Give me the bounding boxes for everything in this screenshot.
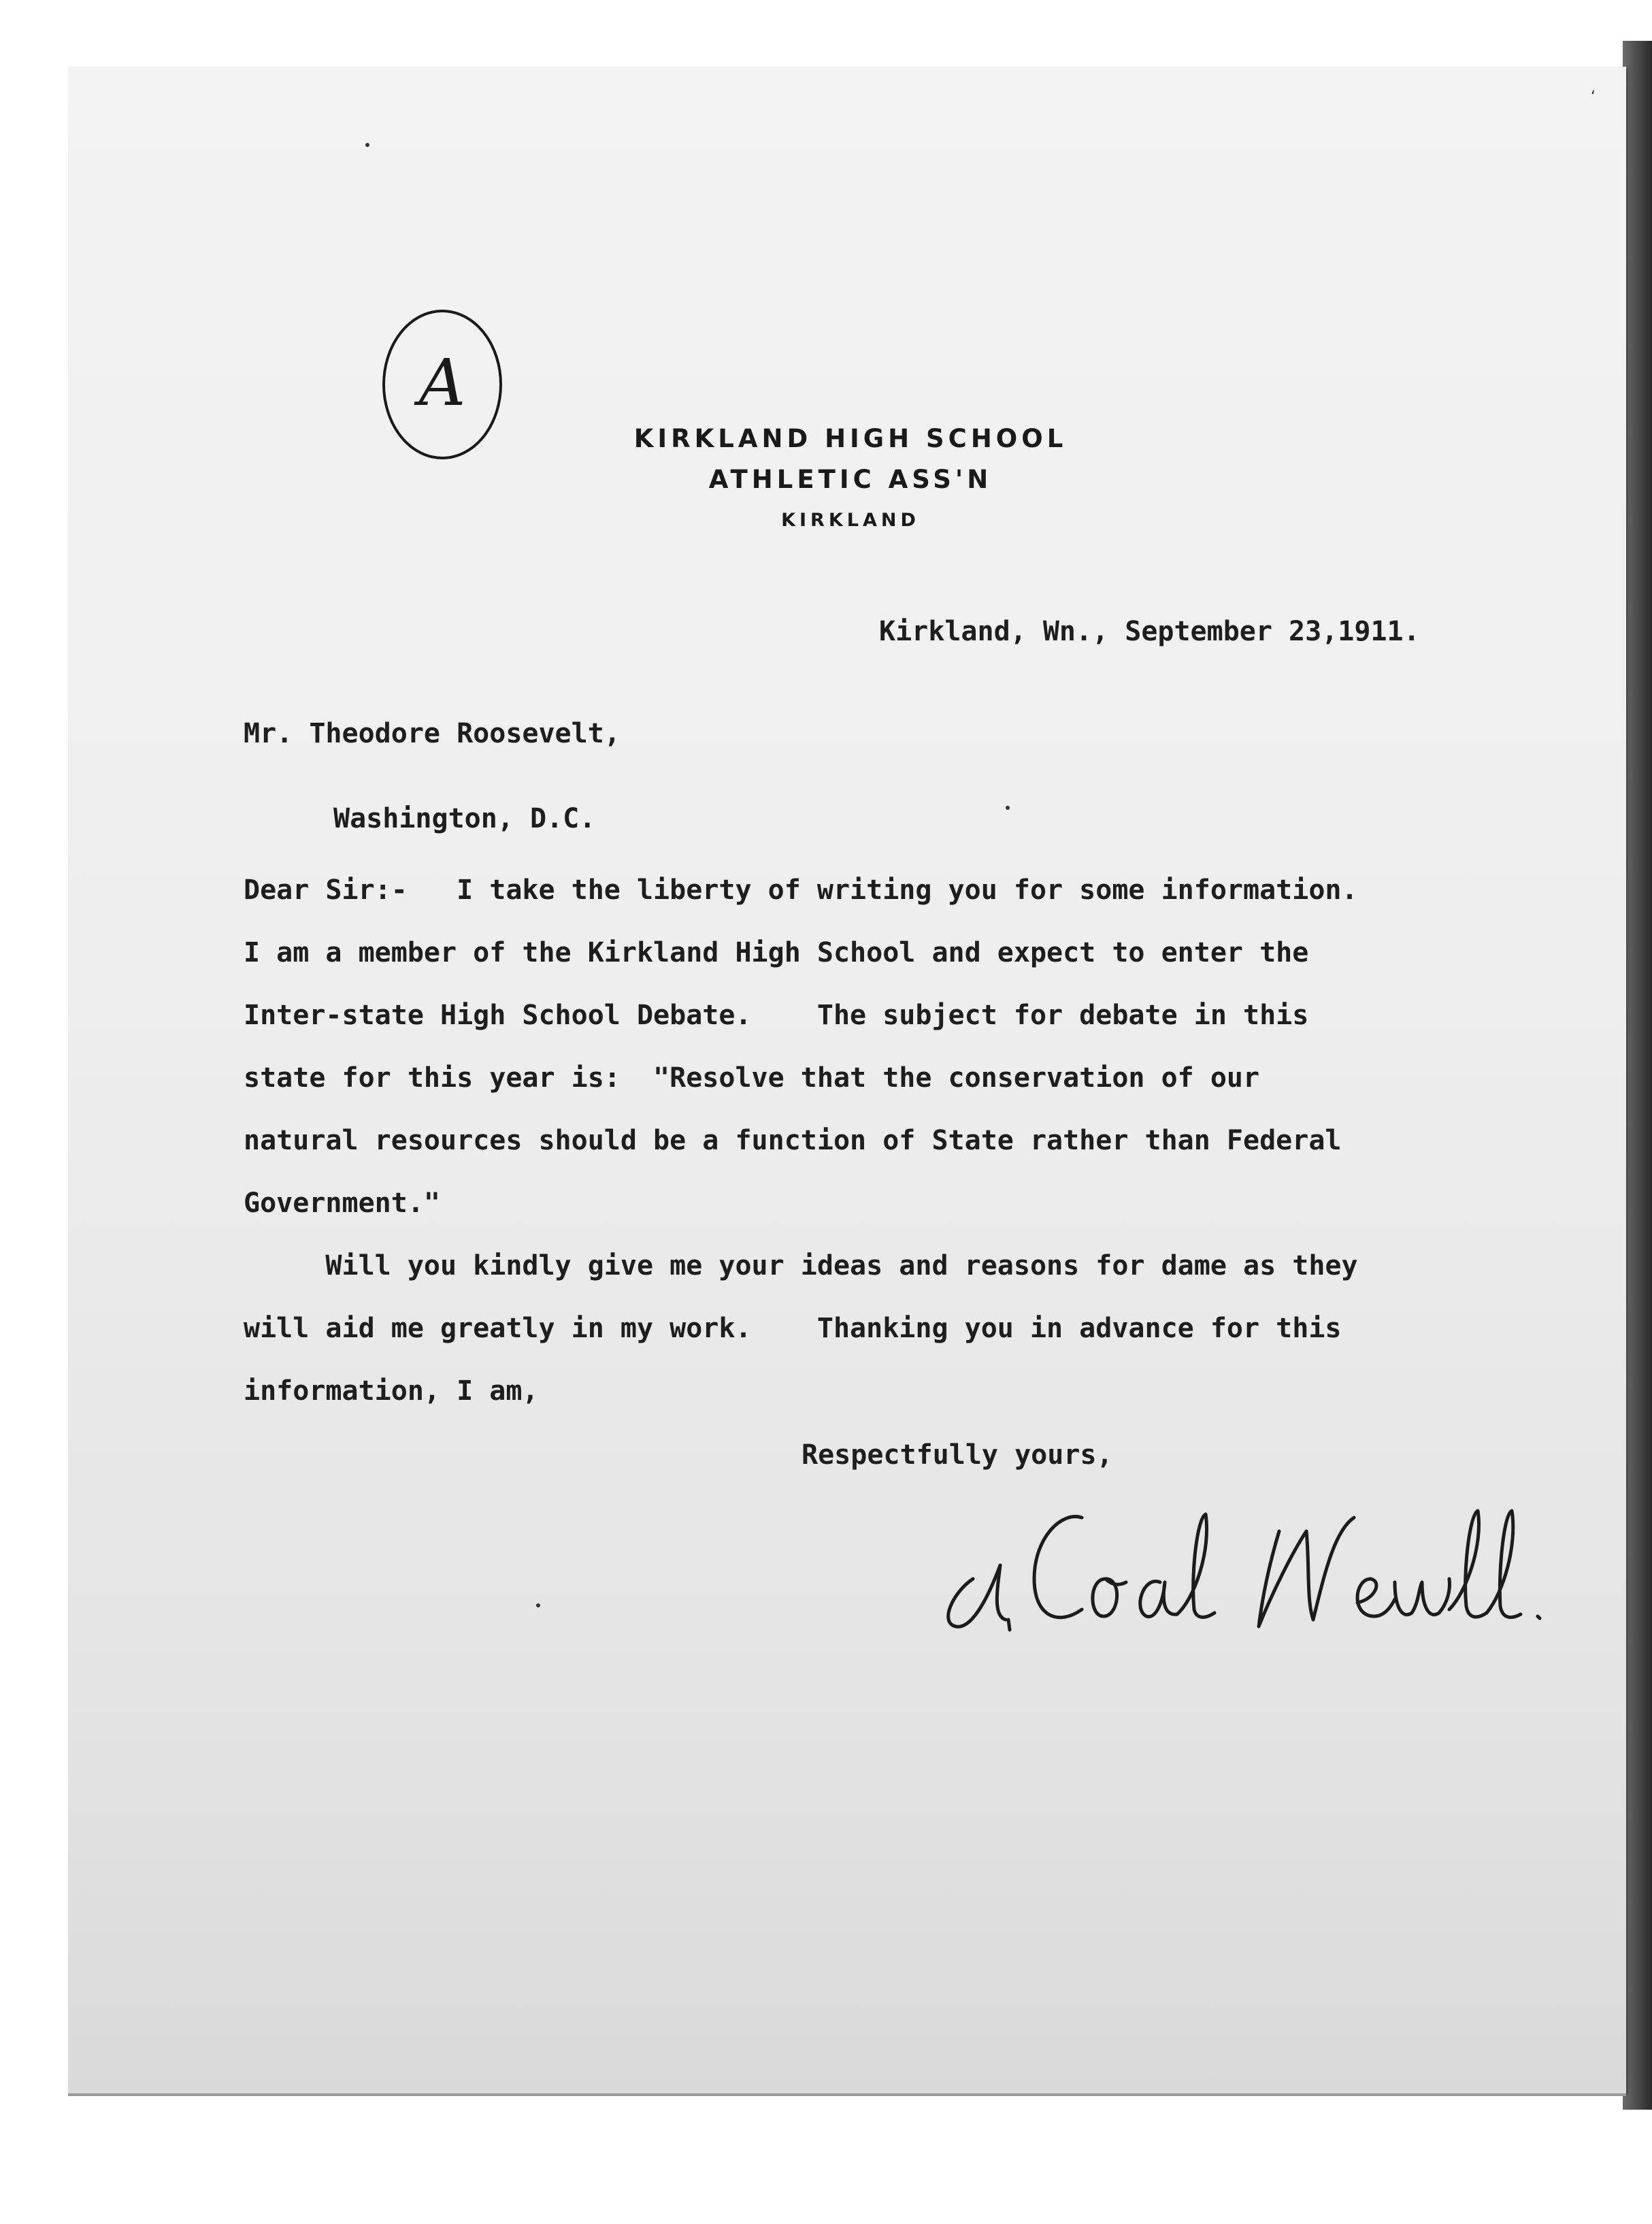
body-line: Government." <box>244 1188 440 1219</box>
letterhead-town: KIRKLAND <box>781 510 920 531</box>
dateline: Kirkland, Wn., September 23,1911. <box>879 616 1420 647</box>
letterhead <box>592 419 1109 541</box>
sheet-edge <box>68 2093 1626 2096</box>
closing: Respectfully yours, <box>802 1439 1113 1471</box>
body-line: Inter-state High School Debate. The subject for debate in this <box>244 1000 1309 1031</box>
body-line: will aid me greatly in my work. Thanking you in advance for this <box>244 1313 1342 1344</box>
body-line: Will you kindly give me your ideas and reasons for dame as they <box>244 1250 1358 1281</box>
letterhead-association: ATHLETIC ASS'N <box>708 465 993 494</box>
body-line: natural resources should be a function of State rather than Federal <box>244 1125 1342 1156</box>
recipient-name: Mr. Theodore Roosevelt, <box>244 718 621 749</box>
body-line: information, I am, <box>244 1375 539 1407</box>
scan-backing <box>1623 41 1652 2110</box>
letterhead-school: KIRKLAND HIGH SCHOOL <box>633 424 1068 453</box>
circled-annotation <box>378 303 507 466</box>
corner-mark: ‘ <box>1591 88 1596 105</box>
speck <box>1006 806 1010 810</box>
speck <box>536 1603 540 1607</box>
recipient-city: Washington, D.C. <box>333 803 596 834</box>
body-line: Dear Sir:- I take the liberty of writing you for some information. <box>244 874 1358 906</box>
circled-letter: A <box>418 346 466 421</box>
speck <box>365 143 369 147</box>
signature <box>925 1490 1592 1640</box>
body-line: I am a member of the Kirkland High School and expect to enter the <box>244 937 1309 968</box>
body-line: state for this year is: "Resolve that the conservation of our <box>244 1062 1260 1094</box>
